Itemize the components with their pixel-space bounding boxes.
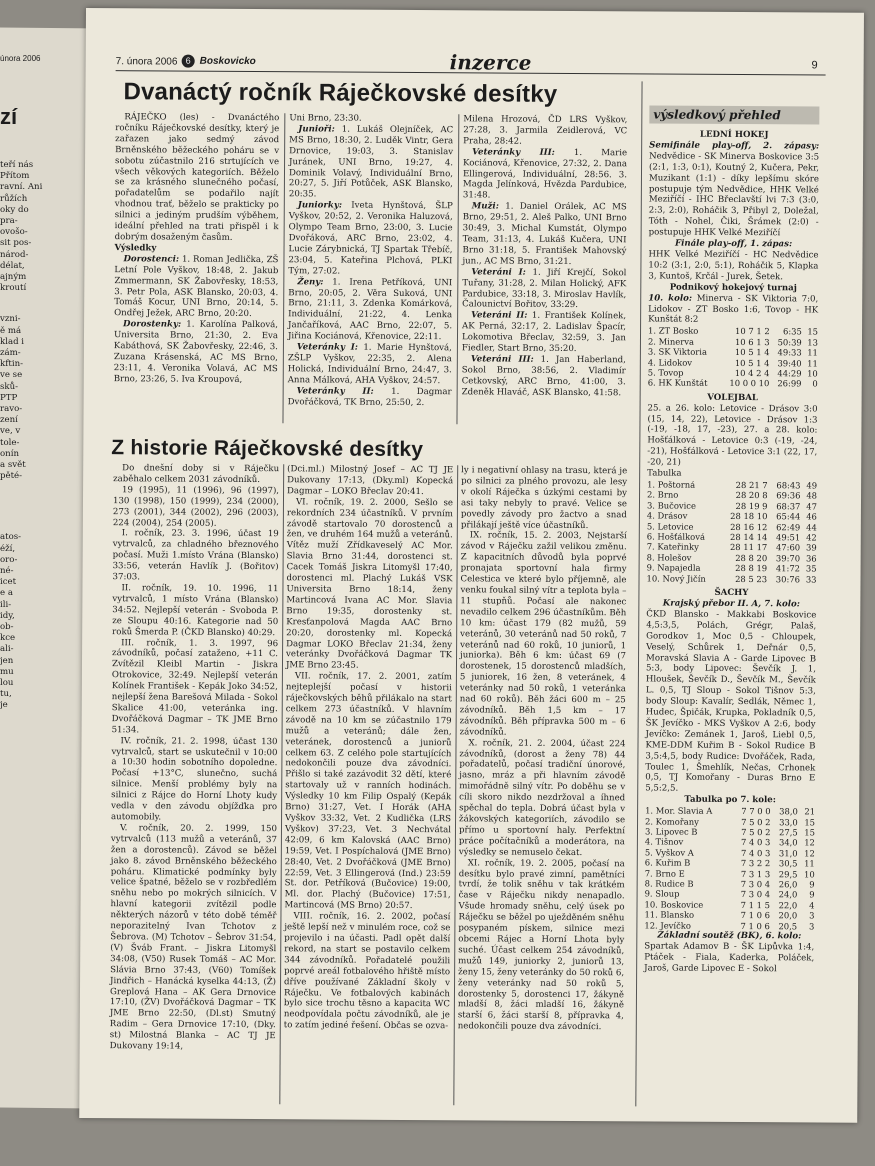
category-results: Juniorky: Iveta Hynštová, ŠLP Vyškov, 20:52, 2. Veronika Haluzová, Olympo Team Brno, 23:00, 3. Lucie Dvořáková, ARC Brno, 23:02, 4. Lucie Zárybnická, TJ Spartak Třebíč, 23:04, 5. Kateřina Plchová, PLKI Tým, 27:02. xyxy=(288,200,453,277)
table-cell: 49 xyxy=(806,480,818,491)
hockey-final-text: HHK Velké Meziříčí - HC Nedvědice 10:2 (3:1, 2:0, 5:1), Roháčik 5, Klapka 3, Kuntoš, Krčál - Jurek, Šetek. xyxy=(648,249,819,283)
table-row xyxy=(645,858,815,869)
previous-page-fragment: délat, xyxy=(0,260,25,271)
category-label: Dorostenky: xyxy=(123,319,182,330)
table-cell: 6. Kuřim B xyxy=(644,857,691,868)
table-cell: 3. Lipovec B xyxy=(644,826,698,837)
table-cell: 49:51 xyxy=(776,532,801,543)
table-row xyxy=(646,573,816,584)
table-cell: 11 xyxy=(807,347,818,358)
table-cell: 8. Rudice B xyxy=(644,878,694,889)
table-cell: 39:40 xyxy=(777,357,802,368)
table-cell: 10 0 0 10 xyxy=(729,378,770,389)
previous-page-fragment: ovošo- xyxy=(0,227,28,238)
article1-column-3 xyxy=(462,114,628,399)
chess-basic-league-heading: Základní soutěž (BK), 6. kolo: xyxy=(657,930,802,942)
table-cell: 5. Tovop xyxy=(647,367,684,378)
volleyball-text: 25. a 26. kolo: Letovice - Drásov 3:0 (15, 14, 22), Letovice - Drásov 1:3 (-19, -18, 17, -23), 27. a 28. kolo: Hošťálková - Letovice 0:3 (-19, -24, -21), Hošťálková - Letovice 3:1 (22, 17, -20, 21) xyxy=(647,403,818,468)
previous-page-fragment: né- xyxy=(0,566,14,576)
table-cell: 35 xyxy=(805,563,817,574)
previous-page-fragment: ve, v xyxy=(0,426,21,437)
previous-page-fragment: ili- xyxy=(0,599,12,610)
previous-page-fragment: kftin- xyxy=(0,359,24,370)
previous-page-fragment: PTP xyxy=(0,392,18,403)
table-cell: 69:36 xyxy=(776,490,801,501)
table-cell: 3 xyxy=(809,921,815,932)
page-badge: 6 xyxy=(182,55,195,68)
previous-page-fragment: ě má xyxy=(0,325,22,336)
category-results: Ženy: 1. Irena Petříková, UNI Brno, 20:05, 2. Věra Suková, UNI Brno, 21:11, 3. Zdenka Komárková, Individuální, 21:22, 4. Lenka Jančaříková, AAC Brno, 22:07, 5. Jiřina Kociánová, Křenovice, 22:11. xyxy=(287,276,453,343)
hockey-semifinal: Semifinále play-off, 2. zápasy: Nedvědice - SK Minerva Boskovice 3:5 (2:1, 1:3, 0:1), Koutný 2, Kučera, Pekr, Muzikant (1:1) - díky lepšímu skóre postupuje tým Nedvědice, HHK Velké Meziříčí - IHC Břeclavští lvi 7:3 (3:0, 2:3, 2:0), Roháčik 3, Přibyl 2, Doležal, Tóth - Nohel, Čiki, Šrámek (2:0) - postupuje HHK Velké Meziříčí xyxy=(648,140,820,239)
table-cell: 28 8 20 xyxy=(735,552,768,564)
column-divider xyxy=(456,114,459,424)
hockey-final-heading: Finále play-off, 1. zápas: xyxy=(674,238,793,250)
table-cell: 28 19 9 xyxy=(735,500,768,511)
table-cell: 7 1 0 6 xyxy=(740,910,770,921)
table-cell: 4 xyxy=(809,900,815,911)
previous-page-fragment: růžích xyxy=(0,193,28,204)
category-label: Veteránky I: xyxy=(296,342,358,353)
table-cell: 12. Jevíčko xyxy=(644,920,691,931)
table-cell: 7 4 0 3 xyxy=(740,847,771,859)
previous-page-fragment: zení xyxy=(0,415,18,426)
column-divider xyxy=(282,113,285,423)
table-cell: 48 xyxy=(806,490,818,501)
previous-page-fragment: jen xyxy=(0,655,14,666)
table-cell: 7 3 0 4 xyxy=(740,889,771,900)
table-cell: 12 xyxy=(804,837,815,848)
previous-page-fragment: lou xyxy=(0,678,14,688)
volleyball-heading: VOLEJBAL xyxy=(707,392,758,403)
table-row xyxy=(644,910,814,921)
hockey-standings-table xyxy=(648,326,818,389)
table-cell: 5. Letovice xyxy=(646,521,694,532)
article-paragraph: III. ročník, 1. 3. 1997, 96 závodníků, počasí zataženo, +11 C. Zvítězil Kleibl Martin - Jiskra Otrokovice, 32:49. Nejlepší veterán Kolínek František - Kepák Joko 34:52, nejlepší žena Barešová Milada - Sokol Skalice 41:00, veteránka ing. Dvořáčková Dagmar – TK JME Brno 51:34. xyxy=(111,637,279,736)
table-cell: 41:72 xyxy=(775,563,801,574)
table-cell: 50:39 xyxy=(777,336,802,348)
previous-page-fragment: idy, xyxy=(0,610,15,621)
volleyball-table-label: Tabulka xyxy=(647,468,682,479)
article-paragraph: Do dnešní doby si v Ráječku zaběhalo celkem 2031 závodníků. xyxy=(113,463,280,485)
article-paragraph: V. ročník, 20. 2. 1999, 150 vytrvalců (113 mužů a veteránů, 37 žen a dorostenců). Závod se běžel jako 8. závod Brněnského běžeckého poháru. Klimatické podmínky byly velice špatné, běželo se v rozbředlém sněhu nebo po mokrých silnicích. V hlavní kategorii zvítězil podle některých názorů v této době téměř neporazitelný Ivan Tchotov z Šebrova. (M) Tchotov – Šebrov 31:54, (V) Šváb Frant. – Jiskra Litomyšl 34:08, (V50) Rusek Tomáš – AC Mor. Slávia Brno 37:43, (V60) Tomíšek Jindřich – Hanácká kyselka 44:13, (Ž) Greplová Hana – AK Gera Drnovice 17:10, (ŽV) Dvořáčková Dagmar – TK JME Brno 22:50, (Dl.st) Smutný Radim – Gera Drnovice 17:10, (Dky. st) Milostná Blanka – AC TJ JE Dukovany 19:14, xyxy=(109,823,278,1052)
table-cell: 9 xyxy=(809,889,815,900)
table-cell: 9. Napajedla xyxy=(646,562,701,574)
table-row xyxy=(648,378,818,389)
previous-page-fragment: ve se xyxy=(0,370,23,381)
results-overview-heading: výsledkový přehled xyxy=(649,105,819,124)
previous-page-fragment: klad i xyxy=(0,336,25,347)
table-cell: 49:33 xyxy=(777,347,802,358)
table-cell: 3 xyxy=(809,910,815,921)
table-cell: 10 5 1 4 xyxy=(734,347,770,358)
category-results: Veteráni II: 1. František Kolínek, AK Perná, 32:17, 2. Ladislav Špacír, Lokomotiva Břeclav, 32:59, 3. Jan Fiedler, Start Brno, 35:20. xyxy=(461,310,627,355)
article-paragraph: IV. ročník, 21. 2. 1998, účast 130 vytrvalců, start se uskutečnil v 10:00 a 10:30 hodin sobotního dopoledne. Počasí +13°C, slunečno, suchá silnice. Menší problémy byly na silnici z Rájce do Horní Lhoty kudy vedla v den závodu objížďka pro automobily. xyxy=(111,735,278,823)
chess-results-text: ČKD Blansko - Makkabi Boskovice 4,5:3,5, Polách, Grégr, Palaš, Gorodkov 1, Moc 0,5 - Chloupek, Veselý, Schůrek 1, Deřnár 0,5, Moravská Slavia A - Garde Lipovec B 5:3, body Lipovec: Ševčík J. 1, Hloušek, Ševčík D., Ševčík M., Ševčík L. 0,5, TJ Sloup - Sokol Tišnov 5:3, body Sloup: Kavalír, Sedlák, Němec 1, Hudec, Špičák, Krupka, Pokladník 0,5, ŠK Jevíčko - MKS Vyškov A 2:6, body Jevíčko: Zemánek 1, Jaroš, Liebl 0,5, KME-DDM Kuřim B - Sokol Rudice B 3,5:4,5, body Rudice: Dvořáček, Rada, Toulec 1, Šmehlík, Nečas, Crhonek 0,5, TJ Komořany - Duras Brno E 5,5:2,5. xyxy=(645,609,817,795)
table-cell: 6. HK Kunštát xyxy=(647,377,708,389)
table-cell: 3. Bučovice xyxy=(646,500,697,511)
table-cell: 0 xyxy=(812,378,818,389)
table-cell: 6. Hošťálková xyxy=(646,531,705,542)
category-label: Ženy: xyxy=(297,276,324,288)
category-label: Veteránky III: xyxy=(472,147,555,158)
article-paragraph: (Dci.ml.) Milostný Josef – AC TJ JE Dukovany 17:13, (Dky.ml) Kopecká Dagmar – LOKO Břeclav 20:41. xyxy=(287,464,454,497)
table-cell: 28 8 19 xyxy=(735,563,768,574)
table-cell: 28 11 17 xyxy=(729,542,768,553)
previous-page-fragment: kce xyxy=(0,633,16,644)
category-results: Muži: 1. Daniel Orálek, AC MS Brno, 29:51, 2. Aleš Palko, UNI Brno 30:49, 3. Michal Kumstát, Olympo Team, 31:13, 4. Lukáš Kučera, UNI Brno 31:18, 5. František Mahovský jun., AC MS Brno, 31:21. xyxy=(462,201,627,267)
article1-column-2 xyxy=(288,113,454,408)
category-results: Veteráni I: 1. Jiří Krejčí, Sokol Tuřany, 31:28, 2. Milan Holický, AFK Pardubice, 33:18, 3. Miroslav Havlík, Čalounictví Bořitov, 33:29. xyxy=(462,267,627,311)
previous-page-fragment: ajným xyxy=(0,272,27,282)
table-cell: 47 xyxy=(806,501,818,512)
table-cell: 65:44 xyxy=(776,511,801,522)
table-cell: 42 xyxy=(806,532,817,543)
table-cell: 33,0 xyxy=(779,816,798,827)
table-cell: 9 xyxy=(809,879,815,890)
table-cell: 12 xyxy=(804,848,815,859)
table-cell: 7 5 0 2 xyxy=(741,816,771,827)
table-cell: 34,0 xyxy=(778,837,798,848)
table-cell: 11. Blansko xyxy=(644,909,695,920)
table-row xyxy=(645,837,815,848)
previous-page-fragment: oky do xyxy=(0,204,29,215)
table-cell: 20,5 xyxy=(778,920,798,932)
category-label: Veteráni II: xyxy=(471,310,528,322)
article-paragraph: IX. ročník, 15. 2. 2003, Nejstarší závod v Ráječku zažil velikou změnu. Z kapacitních důvodů byla poprvé pronajata sportovní hala firmy Celestica ve které bylo příjemně, ale venku foukal silný vítr a teplota byla –11 stupňů. Počasí ale nakonec nevadilo celkem 296 účastníkům. Běh 10 km: účast 179 (82 mužů, 59 veteránů, 30 veteránů nad 50 roků, 7 veteránů nad 60 roků, 10 juniorů, 1 juniorka). Běh 6 km: účast 69 (7 dorostenek, 15 dorostenců mladších, 5 juniorek, 16 žen, 8 veteránek, 4 veteránky nad 50 roků, 1 veteránka nad 60 roků). Běh žáci 600 m – 25 závodníků. Běh 1,5 km – 17 závodníků. Běh přípravka 500 m – 6 závodníků. xyxy=(459,530,627,738)
article2-column-2 xyxy=(284,464,453,1032)
previous-page-fragment: e a xyxy=(0,588,13,599)
table-cell: 30,5 xyxy=(778,858,798,869)
table-cell: 8. Holešov xyxy=(646,552,692,563)
table-cell: 5. Vyškov A xyxy=(644,847,694,858)
table-cell: 2. Brno xyxy=(647,489,679,501)
table-cell: 24,0 xyxy=(778,889,798,900)
table-cell: 4. Drásov xyxy=(646,510,688,521)
table-cell: 22,0 xyxy=(778,900,798,911)
category-label: Veteránky II: xyxy=(296,385,374,397)
article2-column-1 xyxy=(110,463,280,1053)
previous-page-fragment: sků- xyxy=(0,381,19,392)
article1-title: Dvanáctý ročník Ráječkovské desítky xyxy=(123,78,558,108)
article-paragraph: X. ročník, 21. 2. 2004, účast 224 závodníků, (dorost a ženy 78) 44 pořadatelů, počasí tradiční únorové, jasno, mráz a při hlavním závodě mimořádně silný vítr. Po doběhu se v cíli skoro nikdo nezdržoval a íhned spěchal do tepla. Dobrá účast byla v žákovských kategoriích, závodilo se přímo u sportovní haly. Perfektní práce počítačníků a moderátora, na výsledky se nemuselo čekat. xyxy=(458,738,626,858)
table-cell: 39 xyxy=(806,542,817,553)
table-row xyxy=(645,806,815,817)
article-paragraph: Milena Hrozová, ČD LRS Vyškov, 27:28, 3. Jarmila Zeidlerová, VC Praha, 28:42. xyxy=(463,114,628,147)
previous-page-fragment: tu, xyxy=(0,689,12,700)
table-cell: 10 5 1 4 xyxy=(734,357,770,368)
table-cell: 11 xyxy=(804,858,815,869)
category-results: Veteráni III: 1. Jan Haberland, Sokol Brno, 38:56, 2. Vladimír Cetkovský, ARC Brno, 41:00, 3. Zdeněk Hlaváč, ASK Blansko, 41:58. xyxy=(461,354,626,398)
company-tournament-heading: Podnikový hokejový turnaj xyxy=(669,282,797,294)
table-cell: 2. Komořany xyxy=(645,816,699,827)
table-row xyxy=(648,347,818,358)
article-paragraph: ly i negativní ohlasy na trasu, která je po silnici za plného provozu, ale lesy v okolí Ráječka s úzkými cestami by asi taky nebyly to pravé. Velice se povedly závody pro žactvo a snad přilákají ještě více účastníků. xyxy=(460,465,628,531)
volleyball-standings-table xyxy=(646,479,817,584)
category-label: Muži: xyxy=(471,201,499,212)
table-cell: 10 xyxy=(804,869,815,880)
previous-page-fragment: atos- xyxy=(0,532,22,543)
table-cell: 7 4 0 3 xyxy=(741,837,771,848)
article2-title: Z historie Ráječkovské desítky xyxy=(111,436,424,462)
category-results: Junioři: 1. Lukáš Olejníček, AC MS Brno, 18:30, 2. Luděk Vintr, Gera Drnovice, 19:03, 3. Stanislav Juránek, UNI Brno, 19:27, 4. Dominik Volavý, Individuální Brno, 20:27, 5. Jiří Potůček, ASK Blansko, 20:35. xyxy=(288,124,454,200)
previous-page-heading-fragment: zí xyxy=(0,104,18,129)
table-cell: 44 xyxy=(806,522,817,533)
category-label: Junioři: xyxy=(298,124,335,135)
chess-basic-league-text: Spartak Adamov B - ŠK Lipůvka 1:4, Ptáček - Fiala, Kaderka, Poláček, Jaroš, Garde Lipovec E - Sokol xyxy=(644,941,815,975)
table-cell: 7 3 1 3 xyxy=(740,868,771,879)
article-paragraph: Uni Brno, 23:30. xyxy=(289,113,362,124)
table-cell: 27,5 xyxy=(779,827,798,838)
table-cell: 33 xyxy=(805,574,817,585)
table-cell: 15 xyxy=(807,326,819,337)
previous-page-fragment: teří nás xyxy=(0,160,34,170)
table-cell: 31,0 xyxy=(778,848,798,859)
category-results: Veteránky I: 1. Marie Hynštová, ZŠLP Vyškov, 22:35, 2. Alena Holická, Individuální Brno, 24:47, 3. Anna Málková, AHA Vyškov, 24:57. xyxy=(287,342,452,386)
table-cell: 7 1 0 6 xyxy=(740,920,770,931)
table-cell: 44:29 xyxy=(777,368,802,379)
previous-page-fragment: a svět xyxy=(0,460,26,470)
table-cell: 7. Brno E xyxy=(644,868,685,879)
previous-page-fragment: mu xyxy=(0,666,14,677)
category-label: Veteráni I: xyxy=(471,267,526,278)
table-cell: 4. Tišnov xyxy=(644,836,684,848)
table-cell: 7 3 0 4 xyxy=(740,879,771,890)
table-cell: 1. Poštorná xyxy=(647,479,696,490)
table-cell: 9. Sloup xyxy=(644,888,680,900)
article-paragraph: VI. ročník, 19. 2. 2000, Sešlo se rekordních 234 účastníků. V prvním závodě startovalo 70 dorostenců a žen, ve druhém 164 mužů a veteránů. Vítěz muží Zřídkaveselý AC Mor. Slavia Brno 31:44, dorostenci st. Cacek Tomáš Jiskra Litomyšl 17:40, dorostenci ml. Plachý Lukáš VSK Universita Brno 18:14, ženy Martincová Ivana AC Mor. Slavia Brno 19:35, dorostenky st. Kresťanpolová Magda AAC Brno 20:20, dorostenky ml. Kopecká Dagmar LOKO Břeclav 21:34, ženy veteránky Dvořáčková Dagmar TK JME Brno 23:45. xyxy=(285,497,454,671)
table-cell: 46 xyxy=(806,511,817,522)
table-row xyxy=(647,490,817,501)
hockey-heading: LEDNÍ HOKEJ xyxy=(699,129,769,141)
previous-page-fragment: tole- xyxy=(0,437,20,448)
paper-name: Boskovicko xyxy=(199,55,256,68)
article-paragraph: II. ročník, 19. 10. 1996, 11 vytrvalců, 1 místo Vrána (Blansko) 34:52. Nejlepší veterán - Svoboda P. ze Sloupu 40:16. Kategorie nad 50 roků Šmerda P. (ČKD Blansko) 40:29. xyxy=(112,583,279,638)
previous-page-fragment: je xyxy=(0,700,8,711)
table-cell: 21 xyxy=(804,806,816,817)
table-cell: 10 xyxy=(807,368,818,379)
previous-page-fragment: kroutí xyxy=(0,283,27,294)
table-cell: 26:99 xyxy=(777,378,802,389)
table-cell: 28 16 12 xyxy=(730,521,768,532)
table-cell: 39:70 xyxy=(775,553,801,564)
page-number: 9 xyxy=(811,59,818,72)
category-results: Veteránky III: 1. Marie Kociánová, Křenovice, 27:32, 2. Dana Ellingerová, Individuální, 28:56. 3. Magda Jelínková, Hvězda Pardubice, 31:48. xyxy=(462,147,628,201)
issue-date: 7. února 2006 xyxy=(115,56,178,68)
section-title: inzerce xyxy=(449,50,532,75)
previous-page-fragment: národ- xyxy=(0,249,29,260)
article1-column-1 xyxy=(114,112,280,386)
table-cell: 28 18 10 xyxy=(730,511,768,522)
table-row xyxy=(648,326,818,337)
table-cell: 7 5 0 2 xyxy=(741,827,771,838)
chess-heading: ŠACHY xyxy=(714,587,749,599)
previous-page-fragment: pra- xyxy=(0,216,18,226)
table-cell: 3. SK Viktoria xyxy=(647,346,707,357)
table-cell: 15 xyxy=(804,816,816,828)
table-cell: 7 3 2 2 xyxy=(740,858,771,869)
chess-league-heading: Krajský přebor II. A, 7. kolo: xyxy=(662,598,801,610)
previous-page-date: února 2006 xyxy=(0,54,41,63)
table-cell: 38,0 xyxy=(779,806,798,817)
table-cell: 15 xyxy=(804,827,816,838)
chess-standings-table xyxy=(644,806,815,932)
category-label: Veteráni III: xyxy=(470,354,534,365)
table-cell: 28 14 14 xyxy=(730,531,768,543)
results-sidebar xyxy=(644,129,819,975)
table-cell: 62:49 xyxy=(776,521,801,532)
category-label: Dorostenci: xyxy=(123,254,180,265)
table-cell: 1. Mor. Slavia A xyxy=(645,805,713,817)
previous-page-fragment: éží, xyxy=(0,543,16,554)
table-cell: 28 5 23 xyxy=(735,573,768,584)
table-row xyxy=(647,511,817,522)
previous-page-fragment: zám- xyxy=(0,348,21,358)
previous-page-fragment: icet xyxy=(0,577,17,588)
previous-page-fragment: ali- xyxy=(0,644,14,655)
table-cell: 36 xyxy=(805,553,817,564)
table-cell: 1. ZT Bosko xyxy=(648,325,699,337)
previous-page-fragment: oro- xyxy=(0,554,18,565)
table-cell: 68:37 xyxy=(776,501,801,512)
article-paragraph: VII. ročník, 17. 2. 2001, zatím nejteplejší počasí v historii ráječkovských běhů přilákalo na start celkem 273 účastníků. V hlavním závodě na 10 km se zúčastnilo 179 mužů a veteránů; dále žen, veteránek, dorostenců a juniorů celkem 63. Z celého pole startujících nedokončili pouze dva závodníci. Přišlo si také zazávodit 32 dětí, které startovaly už v ranních hodinách. Výsledky 10 km Filip Ospalý (Kepák Brno) 31:27, Vet. I Horák (AHA Vyškov 33:32, Vet. 2 Kudlička (LRS Vyškov) 37:23, Vet. 3 Nechvátal 42:09, 6 km Kalovská (AAC Brno) 19:59, Vet. I Pospíchalová (JME Brno) 28:40, Vet. 2 Dvořáčková (JME Brno) 22:59, Vet. 3 Ellingerová (Ind.) 23:59 St. dor. Petříková (Bučovice) 19:00, Ml. dor. Plachý (Bučovice) 17:51, Martincová (MS Brno) 20:57. xyxy=(284,671,452,912)
company-tournament-text: 10. kolo: Minerva - SK Viktoria 7:0, Lidokov - ZT Bosko 1:6, Tovop - HK Kunštát 8:2 xyxy=(648,293,819,326)
table-cell: 20,0 xyxy=(778,910,798,921)
table-cell: 7 1 1 5 xyxy=(740,899,771,911)
previous-page-fragment: ravní. Ani xyxy=(0,182,43,193)
article-paragraph: VIII. ročník, 16. 2. 2002, počasí ještě lepší než v minulém roce, což se projevilo i na účasti. Padl opět další rekord, na start se postavilo celkem 344 závodníků. Pořadatelé použili poprvé areál fotbalového hřiště místo dříve používané Základní školy v Ráječku. Ve fotbalových kabinách bylo sice trochu těsno a kapacita WC neodpovídala počtu závodníků, ale je to zatím jediné řešení. Občas se ozva- xyxy=(283,911,451,1032)
category-results: Dorostenci: 1. Roman Jedlička, ZŠ Letní Pole Vyškov, 18:48, 2. Jakub Zmmermann, SK Žabovřesky, 18:53, 3. Petr Pola, ASK Blansko, 20:03, 4. Tomáš Kocur, UNI Brno, 20:14, 5. Ondřej Ježek, ARC Brno, 20:20. xyxy=(114,254,279,320)
table-cell: 6:35 xyxy=(782,326,802,337)
table-row xyxy=(647,563,817,574)
table-cell: 10 7 1 2 xyxy=(735,326,770,337)
newspaper-page xyxy=(79,8,864,1123)
table-cell: 7. Kateřinky xyxy=(646,541,699,553)
category-results: Dorostenky: 1. Karolína Palková, Universita Brno, 21:30, 2. Eva Kabáthová, SK Žabovřesky, 22:46, 3. Zuzana Krásenská, AC MS Brno, 23:11, 4. Veronika Volavá, AC MS Brno, 23:26, 5. Iva Kroupová, xyxy=(113,319,279,385)
table-cell: 10. Nový Jičín xyxy=(646,573,706,584)
category-results: Veteránky II: 1. Dagmar Dvořáčková, TK Brno, 25:50, 2. xyxy=(287,385,452,408)
article2-column-3 xyxy=(458,465,627,1033)
table-cell: 47:60 xyxy=(775,542,801,553)
table-cell: 68:43 xyxy=(776,480,801,491)
table-cell: 7 7 0 0 xyxy=(741,806,771,817)
table-cell: 10 4 2 4 xyxy=(734,367,770,379)
article-paragraph: I. ročník, 23. 3. 1996, účast 19 vytrvalců, za chladného březnového počasí. Muži 1.místo Vrána (Blansko) 33:56, veterán Havlík J. (Bořitov) 37:03. xyxy=(112,528,279,583)
table-cell: 11 xyxy=(807,357,818,369)
article-paragraph: 19 (1995), 11 (1996), 96 (1997), 130 (1998), 150 (1999), 234 (2000), 273 (2001), 344 (2002), 296 (2003), 224 (2004), 254 (2005). xyxy=(112,485,280,529)
category-label: Juniorky: xyxy=(297,200,343,211)
previous-page-fragment: ravo- xyxy=(0,404,23,414)
previous-page-fragment: vzni- xyxy=(0,314,21,325)
previous-page-fragment: sit pos- xyxy=(0,238,32,249)
results-heading: Výsledky xyxy=(114,243,157,254)
article-paragraph: XI. ročník, 19. 2. 2005, počasí na desítku bylo pravé zimní, pamětníci tvrdí, že tolik sněhu v tak krátkém čase v Ráječku nikdy nenapadlo. Všude hromady sněhu, celý úsek po Ráječku se běžel po uježděném sněhu posypaném pískem, silnice mezi obcemi Rájec a Horní Lhota byly suché. Účast celkem 254 závodníků, mužů 149, juniorky 2, juniorů 13, ženy 15, ženy veteránky do 50 roků 6, ženy veteránky nad 50 roků 5, dorostenky 5, dorostenci 17, žákyně mladší 8, žáci mladší 16, žákyně starší 6, žáci starší 8, přípravka 4, nedokončili pouze dva závodníci. xyxy=(457,857,625,1033)
table-cell: 10 6 1 3 xyxy=(734,336,770,347)
chess-table-label: Tabulka po 7. kole: xyxy=(684,794,776,806)
table-cell: 4. Lidokov xyxy=(647,356,693,368)
table-cell: 10. Boskovice xyxy=(644,899,704,910)
sidebar-divider xyxy=(635,81,642,1106)
table-cell: 28 21 7 xyxy=(735,479,768,491)
article-paragraph: RÁJEČKO (les) - Dvanáctého ročníku Ráječkovské desítky, který je zařazen jako sedmý závod Brněnského běžeckého poháru se v sobotu zúčastnilo 216 strtujících ve všech věkových kategoriích. Běželo se za krásného slunečného počasí, pořadatelům se podařilo najít vhodnou trať, běželo se prakticky po silnici a jediným prudším výběhem, ideální přehled na trati přispěl i k dobrým dosaženým časům. xyxy=(114,112,280,243)
previous-page-fragment: Přítom xyxy=(0,171,30,182)
page-header xyxy=(116,52,826,75)
previous-page-fragment: pěté- xyxy=(0,471,23,482)
table-cell: 30:76 xyxy=(775,573,800,585)
previous-page-fragment: ob- xyxy=(0,622,14,632)
table-cell: 28 20 8 xyxy=(735,490,768,501)
table-cell: 26,0 xyxy=(778,879,798,890)
table-cell: 29,5 xyxy=(778,868,798,879)
previous-page-fragment: onín xyxy=(0,448,19,459)
table-cell: 13 xyxy=(807,337,819,348)
table-cell: 2. Minerva xyxy=(647,336,695,347)
